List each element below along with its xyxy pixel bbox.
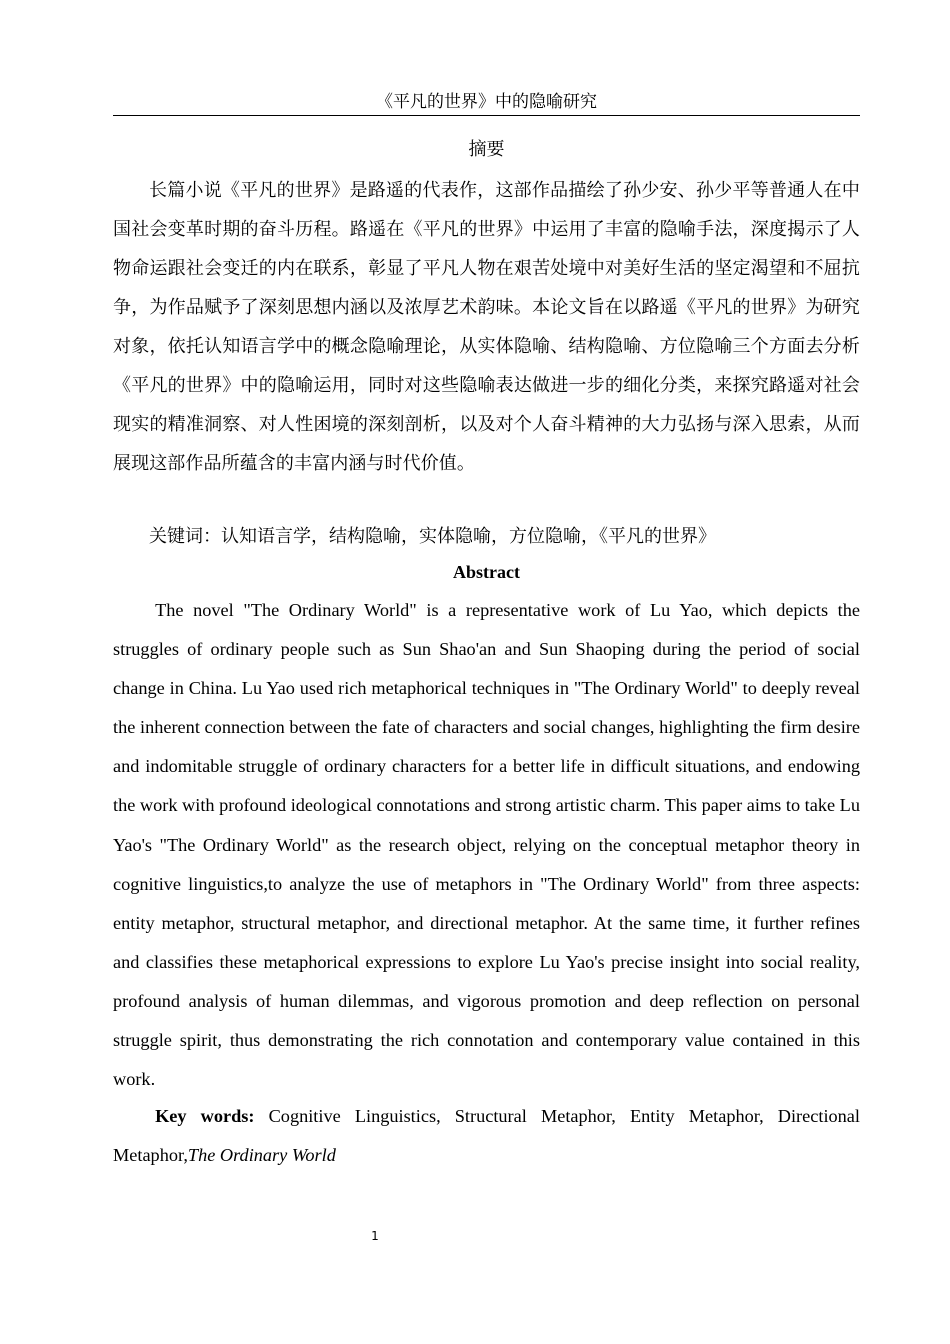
running-header-title: 《平凡的世界》中的隐喻研究: [376, 92, 597, 112]
english-keywords-label: Key words:: [155, 1106, 255, 1126]
chinese-abstract-heading: 摘要: [468, 139, 505, 160]
english-keywords: [113, 1097, 860, 1175]
english-abstract-body: The novel "The Ordinary World" is a representative work of Lu Yao, which depicts the struggles of ordinary people such as Sun Shao'an and Sun Shaoping during the period of social change in China. Lu Yao used rich metaphorical techniques in "The Ordinary World" to deeply reveal the inherent connection between the fate of characters and social changes, highlighting the firm desire and indomitable struggle of ordinary characters for a better life in difficult situations, and endowing the work with profound ideological connotations and strong artistic charm. This paper aims to take Lu Yao's "The Ordinary World" as the research object, relying on the conceptual metaphor theory in cognitive linguistics,to analyze the use of metaphors in "The Ordinary World" from three aspects: entity metaphor, structural metaphor, and directional metaphor. At the same time, it further refines and classifies these metaphorical expressions to explore Lu Yao's precise insight into social reality, profound analysis of human dilemmas, and vigorous promotion and deep reflection on personal struggle spirit, thus demonstrating the rich connotation and contemporary value contained in this work.: [113, 600, 860, 1090]
english-keywords-book-title: The Ordinary World: [187, 1145, 336, 1166]
english-keywords-list: Cognitive Linguistics, Structural Metaphor, Entity Metaphor, Directional Metaphor,: [113, 1106, 861, 1166]
chinese-keywords-label: 关键词：: [149, 526, 221, 547]
chinese-abstract-body: 长篇小说《平凡的世界》是路遥的代表作，这部作品描绘了孙少安、孙少平等普通人在中国社会变革时期的奋斗历程。路遥在《平凡的世界》中运用了丰富的隐喻手法，深度揭示了人物命运跟社会变迁的内在联系，彰显了平凡人物在艰苦处境中对美好生活的坚定渴望和不屈抗争，为作品赋予了深刻思想内涵以及浓厚艺术韵味。本论文旨在以路遥《平凡的世界》为研究对象，依托认知语言学中的概念隐喻理论，从实体隐喻、结构隐喻、方位隐喻三个方面去分析《平凡的世界》中的隐喻运用，同时对这些隐喻表达做进一步的细化分类，来探究路遥对社会现实的精准洞察、对人性困境的深刻剖析，以及对个人奋斗精神的大力弘扬与深入思索，从而展现这部作品所蕴含的丰富内涵与时代价值。: [113, 180, 860, 474]
running-header: [113, 90, 860, 116]
chinese-keywords: [113, 521, 860, 553]
chinese-keywords-list: 认知语言学，结构隐喻，实体隐喻，方位隐喻，《平凡的世界》: [221, 526, 716, 547]
english-abstract-heading: Abstract: [453, 562, 520, 582]
page-number: 1: [371, 1229, 379, 1243]
